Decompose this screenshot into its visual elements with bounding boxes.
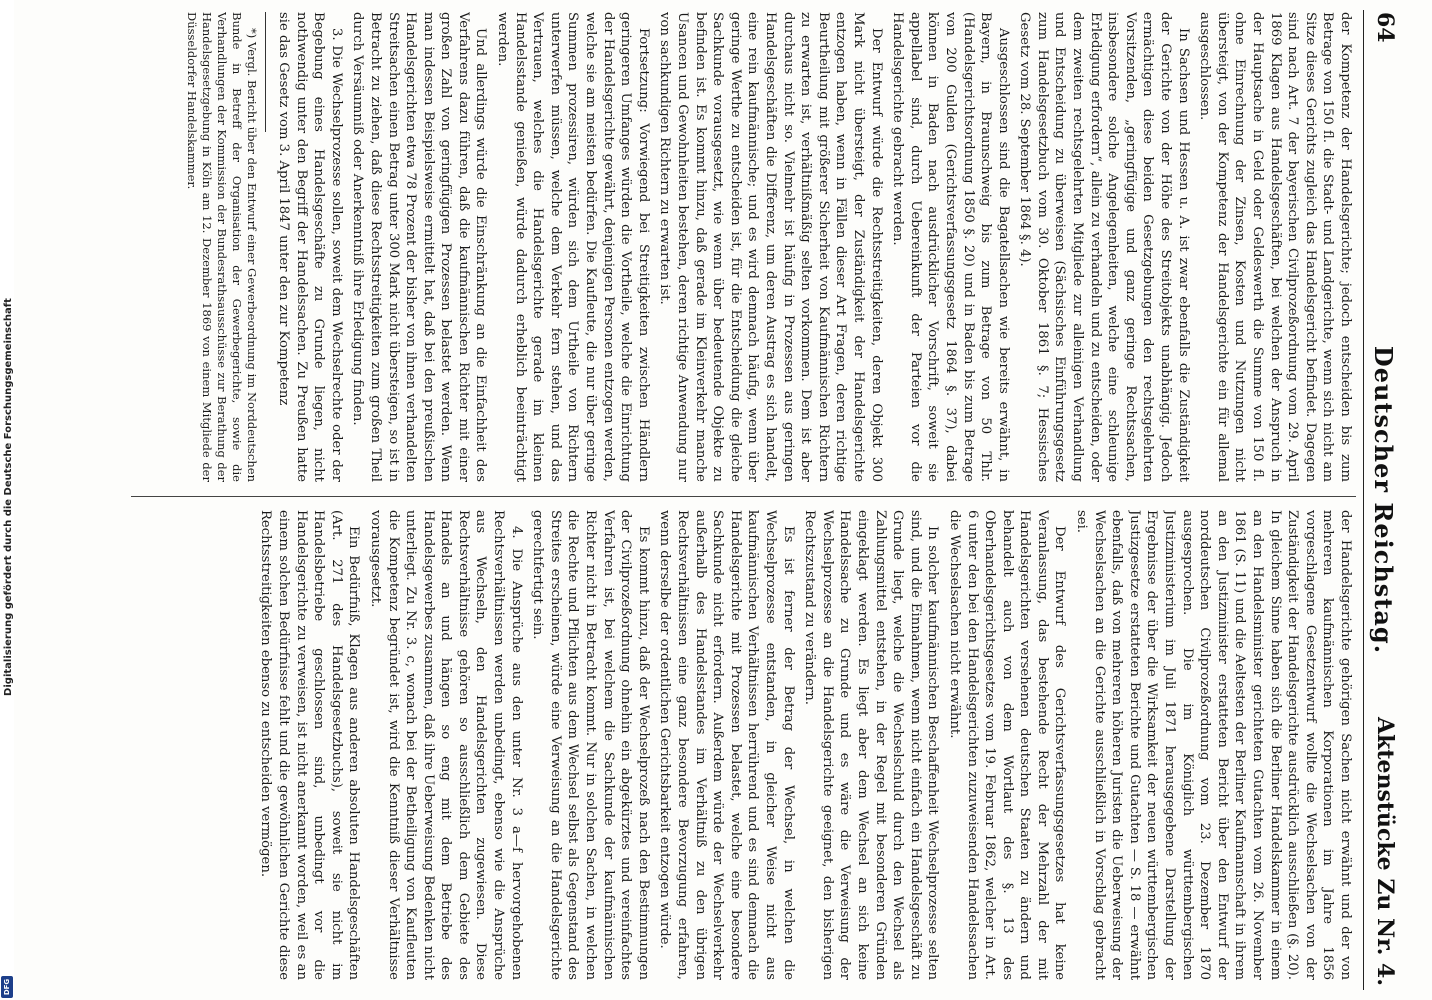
paragraph: Der Entwurf des Gerichtsverfassungsgesetzes hat keine Veranlassung, das bestehende Recht der Mehrzahl der mit Handelsgerichten versehenen deutschen Staaten zu ändern und behandelt auch von dem Wortlaut des §. 13 des Oberhandelsgerichtsgesetzes vom 19. Februar 1862, welcher in Art. 6 unter den bei den Handelsgerichten zuzuweisenden Handelssachen die Wechselsachen nicht erwähnt. — [946, 510, 1068, 980]
paragraph: Ausgeschlossen sind die Bagatellsachen wie bereits erwähnt, in Bayern, in Braunschweig bis zum Betrage von 50 Thlr. (Handelsgerichtsordnung 1850 §. 20) und in Baden bis zum Betrage von 200 Gulden (Gerichtsverfassungsgesetz 1864 §. 37), dabei können in Baden nach ausdrücklicher Vorschrift, soweit sie appellabel sind, durch Uebereinkunft der Parteien vor die Handelsgerichte gebracht werden. — [890, 12, 1011, 482]
section-reference: Aktenstücke Zu Nr. 4. — [1372, 717, 1398, 986]
paragraph: Fortsetzung: Vorwiegend bei Streitigkeiten zwischen Händlern geringeren Umfanges würden die Vortheile, welche die Einrichtung der Handelsgerichte gewährt, denjenigen Personen entzogen werden, welche sie am meisten bedürfen. Die Kaufleute, die nur über geringe Summen prozessiren, würden sich dem Urtheile von Richtern unterwerfen müssen, welche dem Verkehr fern stehen, und das Vertrauen, welches die Handelsgerichte gerade im kleinen Handelsstande genießen, würde dadurch erheblich beeinträchtigt werden. — [495, 12, 651, 482]
paragraph: Es ist ferner der Betrag der Wechsel, in welchen die Wechselprozesse entstanden, in gleicher Weise nicht aus kaufmännischen Verhältnissen herrührend und es sind demnach die Handelsgerichte mit Prozessen belastet, welche eine besondere Sachkunde nicht erfordern. Außerdem würde der Wechselverkehr außerhalb des Handelsstandes im Verhältniß zu den übrigen Rechtsverhältnissen eine ganz besondere Bevorzugung erfahren, wenn derselbe der ordentlichen Gerichtsbarkeit entzogen würde. — [657, 510, 796, 980]
paragraph: 3. Die Wechselprozesse sollen, soweit dem Wechselrechte oder der Begebung eines Handelsgeschäfte zu Grunde liegen, nicht nothwendig unter den Begriff der Handelssachen. Zu Preußen hatte sie das Gesetz vom 3. April 1847 unter den zur Kompetenz — [275, 12, 344, 482]
column-divider — [131, 496, 1356, 497]
right-column — [129, 510, 1354, 980]
paragraph: Ein Bedürfniß, Klagen aus anderen absoluten Handelsgeschäften (Art. 271 des Handelsgesetzbuchs), soweit sie nicht im Handelsbetriebe geschlossen sind, unbedingt vor die Handelsgerichte zu verweisen, ist nicht anerkannt worden, weil es an einem solchen Bedürfnisse fehlt und die gewöhnlichen Gerichte diese Rechtsstreitigkeiten ebenso zu entscheiden vermögen. — [258, 510, 362, 980]
paragraph: 4. Die Ansprüche aus den unter Nr. 3 a—f hervorgehobenen Rechtsverhältnissen werden unbedingt, ebenso wie die Ansprüche aus Wechseln, den Handelsgerichten zugewiesen. Diese Rechtsverhältnisse gehören so ausschließlich dem Gebiete des Handels an und hängen so eng mit dem Betriebe des Handelsgewerbes zusammen, daß ihre Ueberweisung Bedenken nicht unterliegt. Zu Nr. 3. c, wonach bei der Betheiligung von Kaufleuten die Kompetenz begründet ist, wird die Kenntniß dieser Verhältnisse vorausgesetzt. — [367, 510, 524, 980]
digitization-credit: Digitalisierung gefördert durch die Deutsche Forschungsgemeinschaft — [3, 298, 14, 696]
journal-title: Deutscher Reichstag. — [1369, 345, 1398, 655]
paragraph: In Sachsen und Hessen u. A. ist zwar ebenfalls die Zuständigkeit der Gerichte von der Höhe des Streitobjekts unabhängig. Jedoch ermächtigen diese beiden Gesetzgebungen den rechtsgelehrten Vorsitzenden, „geringfügige und ganz geringe Rechtssachen, insbesondere solche Angelegenheiten, welche eine schleunige Erledigung erfordern“, allein zu verhandeln und zu entscheiden, oder dem zweiten rechtsgelehrten Mitgliede zur alleinigen Verhandlung und Entscheidung zu überweisen (Sächsisches Einführungsgesetz zum Handelsgesetzbuch vom 30. Oktober 1861 §. 7; Hessisches Gesetz vom 28. September 1864 §. 4). — [1017, 12, 1191, 482]
footnote: *) Vergl. Bericht über den Entwurf einer Gewerbeordnung im Norddeutschen Bunde in Betreff der Organisation der Gewerbegerichte, sowie die Verhandlungen der Kommission der Bundesrathsausschüsse zur Berathung der Handelsgesetzgebung in Köln am 12. Dezember 1869 von einem Mitgliede der Düsseldorfer Handelskammer. — [185, 12, 260, 482]
paragraph: Und allerdings würde die Einschränkung an die Einfachheit des Verfahrens dazu führen, daß die kaufmännischen Richter mit einer großen Zahl von geringfügigen Prozessen belastet werden. Wenn man indessen Beispielsweise ermittelt hat, daß bei den preußischen Handelsgerichten etwa 78 Prozent der bisher von ihnen verhandelten Streitsachen einen Betrag unter 300 Mark nicht übersteigen, so ist in Betracht zu ziehen, daß diese Rechtsstreitigkeiten zum großen Theil durch Versäumniß oder Anerkenntniß ihre Erledigung finden. — [350, 12, 489, 482]
page-number: 64 — [1372, 12, 1398, 43]
dfg-logo — [1, 976, 13, 998]
paragraph: Es kommt hinzu, daß der Wechselprozeß nach den Bestimmungen der Civilprozeßordnung ohnehin ein abgekürztes und vereinfachtes Verfahren ist, bei welchem die Sachkunde der kaufmännischen Richter nicht in Betracht kommt. Nur in solchen Sachen, in welchen die Rechte und Pflichten aus dem Wechsel selbst als Gegenstand des Streites erscheinen, würde eine Verweisung an die Handelsgerichte gerechtfertigt sein. — [530, 510, 651, 980]
paragraph: In solcher kaufmännischen Beschaffenheit Wechselprozesse selten sind, und die Einnahmen, wenn nicht einfach ein Handelsgeschäft zu Grunde liegt, welche die Wechselschuld durch den Wechsel als Zahlungsmittel entstehen, in der Regel mit besonderen Gründen eingeklagt werden. Es liegt aber dem Wechsel an sich keine Handelssache zu Grunde und es wäre die Verweisung der Wechselprozesse an die Handelsgerichte geeignet, den bisherigen Rechtszustand zu verändern. — [802, 510, 941, 980]
paragraph: Der Entwurf würde die Rechtsstreitigkeiten, deren Objekt 300 Mark nicht übersteigt, der Zuständigkeit der Handelsgerichte entzogen haben, wenn in Fällen dieser Art Fragen, deren richtige Beurtheilung mit größerer Sicherheit von Kaufmännischen Richtern zu erwarten ist, verhältnißmäßig selten vorkommen. Dem ist aber durchaus nicht so. Vielmehr ist häufig in Prozessen aus geringen Handelsgeschäften die Differenz, um deren Austrag es sich handelt, eine rein kaufmännische; und es wird demnach häufig, wenn über geringe Werthe zu entscheiden ist, für die Entscheidung die gleiche Sachkunde vorausgesetzt, wie wenn über bedeutende Objekte zu befinden ist. Es kommt hinzu, daß gerade im Kleinverkehr manche Usancen und Gewohnheiten bestehen, deren richtige Anwendung nur von sachkundigen Richtern zu erwarten ist. — [657, 12, 884, 482]
left-column — [129, 12, 1354, 482]
rotated-document — [116, 0, 1416, 1000]
digitization-sidebar — [0, 0, 14, 1000]
paragraph: der Handelsgerichte gehörigen Sachen nicht erwähnt und der von mehreren kaufmännischen Korporationen im Jahre 1856 vorgeschlagene Gesetzentwurf wollte die Wechselsachen von der Zuständigkeit der Handelsgerichte ausdrücklich ausschließen (§. 20). In gleichem Sinne haben sich die Berliner Handelskammer in einem an den Handelsminister gerichteten Gutachten vom 26. November 1861 (S. 11) und die Aeltesten der Berliner Kaufmannschaft in ihrem an den Justizminister erstatteten Bericht über den Entwurf der norddeutschen Civilprozeßordnung vom 23. Dezember 1870 ausgesprochen. Die im Königlich württembergischen Justizministerium im Juli 1871 herausgegebene Darstellung der Ergebnisse der über die Wirksamkeit der neuen württembergischen Justizgesetze erstatteten Berichte und Gutachten — S. 18 — erwähnt ebenfalls, daß von mehreren höheren Juristen die Ueberweisung der Wechselsachen an die Gerichte ausschließlich in Vorschlag gebracht sei. — [1074, 510, 1353, 980]
footnote-rule — [265, 12, 266, 132]
dfg-logo-text: DFG — [3, 978, 11, 996]
page-header — [1363, 10, 1404, 990]
paragraph: der Kompetenz der Handelsgerichte; jedoch entscheiden bis zum Betrage von 150 fl. die Stadt- und Landgerichte, wenn sich nicht am Sitze dieses Gerichts zugleich das Handelsgericht befindet. Dagegen sind nach Art. 7 der bayerischen Civilprozeßordnung vom 29. April 1869 Klagen aus Handelsgeschäften, bei welchen der Anspruch in der Hauptsache in Geld oder Geldeswerth die Summe von 150 fl. ohne Einrechnung der Zinsen, Kosten und Nutzungen nicht übersteigt, von der Kompetenz der Handelsgerichte ein für allemal ausgeschlossen. — [1197, 12, 1353, 482]
